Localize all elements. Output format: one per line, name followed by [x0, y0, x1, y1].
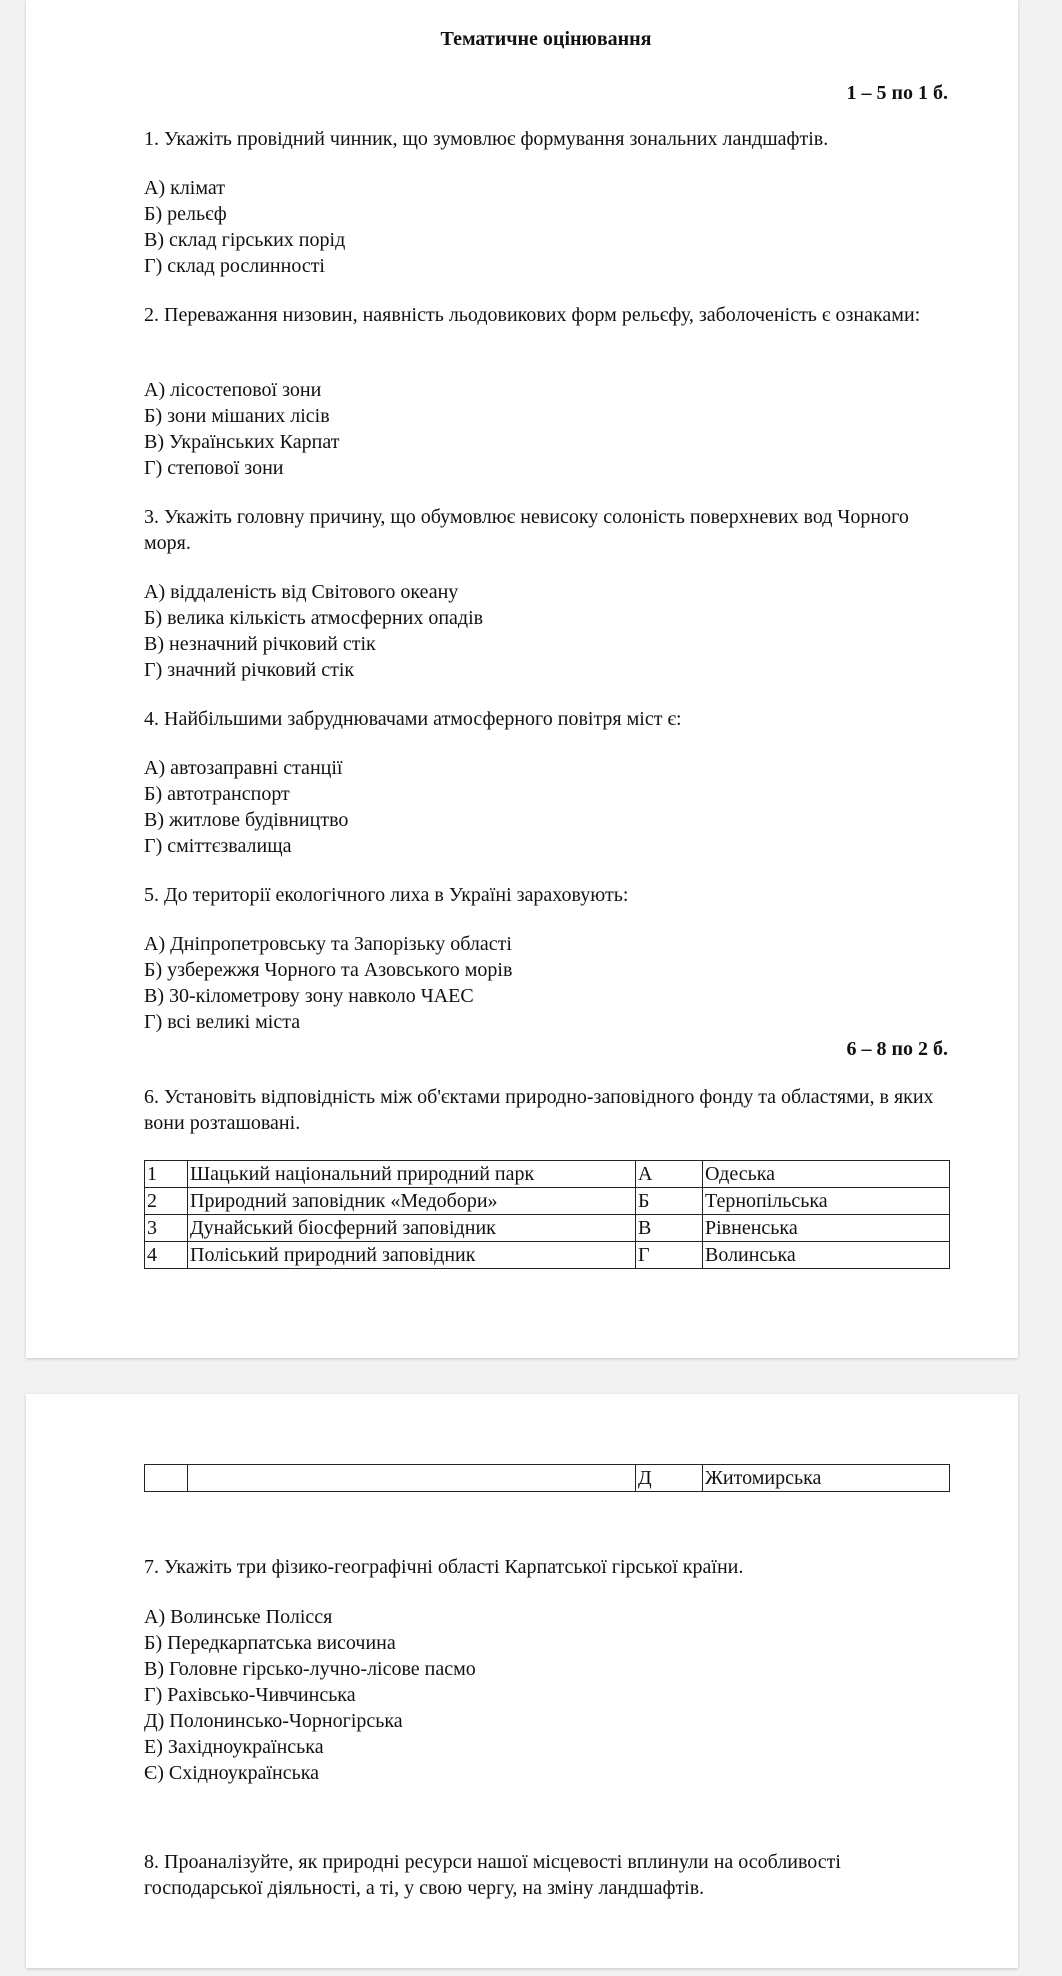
question-2-text: 2. Переважання низовин, наявність льодовикових форм рельєфу, заболоченість є ознаками:: [144, 304, 921, 326]
question-1-options: [144, 175, 345, 279]
question-8-text: 8. Проаналізуйте, як природні ресурси нашої місцевості вплинули на особливості господарської діяльності, а ті, у свою чергу, на зміну ландшафтів.: [144, 1851, 841, 1899]
option: Г) Рахівсько-Чивчинська: [144, 1684, 356, 1706]
table-cell-region: Житомирська: [703, 1465, 950, 1492]
table-cell-letter: В: [636, 1215, 703, 1242]
option: Г) степової зони: [144, 457, 284, 479]
option: Е) Західноукраїнська: [144, 1736, 324, 1758]
option: А) Волинське Полісся: [144, 1606, 333, 1628]
table-cell-letter: Д: [636, 1465, 703, 1492]
table-cell-number: 2: [145, 1188, 188, 1215]
table-cell-letter: Б: [636, 1188, 703, 1215]
table-row: [145, 1161, 950, 1188]
table-cell-region: Волинська: [703, 1242, 950, 1269]
table-cell-letter: А: [636, 1161, 703, 1188]
question-4-text: 4. Найбільшими забруднювачами атмосферного повітря міст є:: [144, 708, 682, 730]
option: Є) Східноукраїнська: [144, 1762, 320, 1784]
points-note-1-5: 1 – 5 по 1 б.: [846, 82, 948, 104]
option: А) лісостепової зони: [144, 379, 322, 401]
option: В) 30-кілометрову зону навколо ЧАЕС: [144, 985, 474, 1007]
option: Б) Передкарпатська височина: [144, 1632, 396, 1654]
table-cell-number: [145, 1465, 188, 1492]
table-cell-region: Тернопільська: [703, 1188, 950, 1215]
table-row: [145, 1465, 950, 1492]
question-7-text: 7. Укажіть три фізико-географічні області Карпатської гірської країни.: [144, 1556, 744, 1578]
table-cell-number: 3: [145, 1215, 188, 1242]
document-title: Тематичне оцінювання: [440, 28, 652, 50]
option: В) Головне гірсько-лучно-лісове пасмо: [144, 1658, 476, 1680]
table-cell-number: 4: [145, 1242, 188, 1269]
option: Г) сміттєзвалища: [144, 835, 292, 857]
table-cell-number: 1: [145, 1161, 188, 1188]
matching-table: [144, 1160, 950, 1269]
option: А) віддаленість від Світового океану: [144, 581, 459, 603]
question-7-options: [144, 1604, 476, 1786]
table-cell-object: Шацький національний природний парк: [188, 1161, 636, 1188]
question-3-options: [144, 579, 483, 683]
option: Г) всі великі міста: [144, 1011, 301, 1033]
question-6-text: 6. Установіть відповідність між об'єктами природно-заповідного фонду та областями, в яких вони розташовані.: [144, 1086, 934, 1134]
option: Б) автотранспорт: [144, 783, 290, 805]
question-5-options: [144, 931, 512, 1035]
points-note-6-8: 6 – 8 по 2 б.: [846, 1038, 948, 1060]
option: Б) велика кількість атмосферних опадів: [144, 607, 484, 629]
option: В) склад гірських порід: [144, 229, 346, 251]
table-cell-object: Дунайський біосферний заповідник: [188, 1215, 636, 1242]
option: В) житлове будівництво: [144, 809, 349, 831]
option: А) клімат: [144, 177, 225, 199]
document-page-1: [26, 0, 1018, 1358]
table-cell-object: Поліський природний заповідник: [188, 1242, 636, 1269]
table-row: [145, 1215, 950, 1242]
matching-table-continued: [144, 1464, 950, 1492]
option: Д) Полонинсько-Чорногірська: [144, 1710, 403, 1732]
option: Б) рельєф: [144, 203, 227, 225]
option: В) Українських Карпат: [144, 431, 340, 453]
question-2-options: [144, 377, 339, 481]
option: Г) склад рослинності: [144, 255, 325, 277]
table-cell-region: Рівненська: [703, 1215, 950, 1242]
question-5-text: 5. До території екологічного лиха в Україні зараховують:: [144, 884, 629, 906]
table-cell-object: Природний заповідник «Медобори»: [188, 1188, 636, 1215]
option: Б) зони мішаних лісів: [144, 405, 330, 427]
option: Г) значний річковий стік: [144, 659, 355, 681]
option: Б) узбережжя Чорного та Азовського морів: [144, 959, 513, 981]
table-row: [145, 1242, 950, 1269]
document-page-2: [26, 1394, 1018, 1968]
question-1-text: 1. Укажіть провідний чинник, що зумовлює формування зональних ландшафтів.: [144, 128, 829, 150]
option: А) автозаправні станції: [144, 757, 343, 779]
table-cell-region: Одеська: [703, 1161, 950, 1188]
option: А) Дніпропетровську та Запорізьку області: [144, 933, 512, 955]
question-4-options: [144, 755, 348, 859]
table-cell-object: [188, 1465, 636, 1492]
table-cell-letter: Г: [636, 1242, 703, 1269]
table-row: [145, 1188, 950, 1215]
option: В) незначний річковий стік: [144, 633, 376, 655]
question-3-text: 3. Укажіть головну причину, що обумовлює невисоку солоність поверхневих вод Чорного моря.: [144, 506, 909, 554]
